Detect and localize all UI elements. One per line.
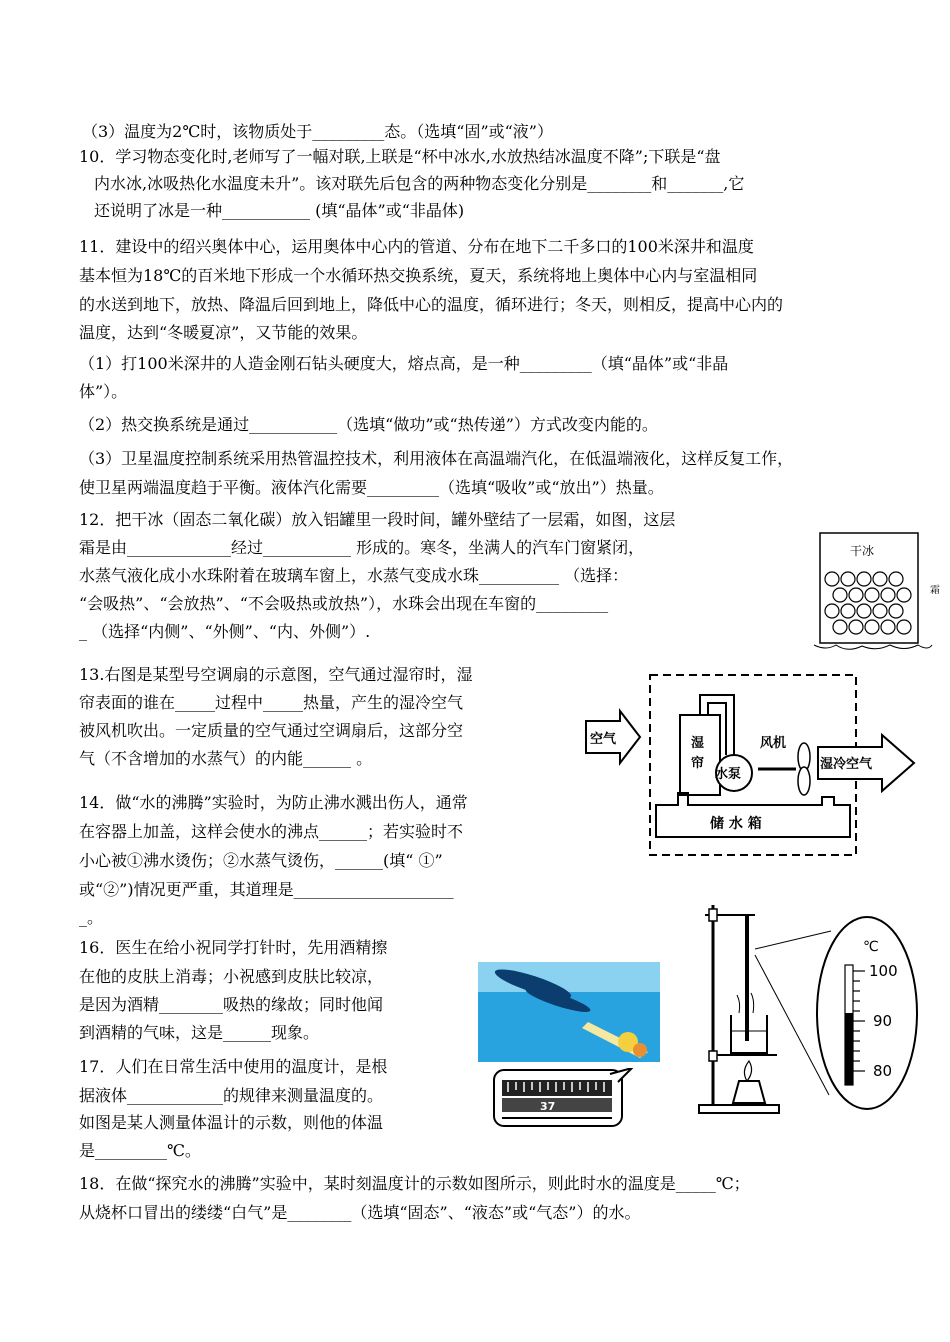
- air-in-label: 空气: [590, 732, 617, 747]
- q13-line4: 气（不含增加的水蒸气）的内能______ 。: [79, 749, 373, 768]
- q13-line3: 被风机吹出。一定质量的空气通过空调扇后，这部分空: [79, 721, 464, 740]
- q16-line3: 是因为酒精________吸热的缘故；同时他闻: [79, 995, 384, 1014]
- thermo-tick-90: 90: [873, 1012, 893, 1030]
- q13-line1: 13.右图是某型号空调扇的示意图，空气通过湿帘时，湿: [79, 665, 473, 684]
- q11-line2: 基本恒为18℃的百米地下形成一个水循环热交换系统，夏天，系统将地上奥体中心内与室温相同: [79, 266, 758, 285]
- q16-line2: 在他的皮肤上消毒；小祝感到皮肤比较凉，: [79, 967, 384, 986]
- q11-part1-line1: （1）打100米深井的人造金刚石钻头硬度大，熔点高，是一种_________（填“晶体”或“非晶: [79, 354, 729, 373]
- q12-line1: 12．把干冰（固态二氧化碳）放入铝罐里一段时间，罐外壁结了一层霜，如图，这层: [79, 510, 676, 529]
- q18-line2: 从烧杯口冒出的缕缕“白气”是________（选填“固态”、“液态”或“气态”）的水。: [79, 1203, 641, 1222]
- q11-line1: 11．建设中的绍兴奥体中心，运用奥体中心内的管道、分布在地下二千多口的100米深井和温度: [79, 237, 754, 256]
- q11-part3-line2: 使卫星两端温度趋于平衡。液体汽化需要_________（选填“吸收”或“放出”）热量。: [79, 478, 664, 497]
- q11-line3: 的水送到地下，放热、降温后回到地上，降低中心的温度，循环进行；冬天，则相反，提高中心内的: [79, 295, 784, 314]
- q17-line1: 17．人们在日常生活中使用的温度计，是根: [79, 1057, 388, 1076]
- q14-line1: 14．做“水的沸腾”实验时，为防止沸水溅出伤人，通常: [79, 793, 468, 812]
- q13-line2: 帘表面的谁在_____过程中_____热量，产生的湿冷空气: [79, 693, 464, 712]
- body-thermometer-figure: [492, 1068, 634, 1130]
- thermo-tick-80: 80: [873, 1062, 893, 1080]
- curtain-label-1: 湿: [691, 736, 705, 751]
- q12-line3: 水蒸气液化成小水珠附着在玻璃车窗上，水蒸气变成水珠__________ （选择：: [79, 566, 629, 585]
- fan-label: 风机: [760, 736, 787, 751]
- q17-line2: 据液体____________的规律来测量温度的。: [79, 1086, 384, 1105]
- boiling-apparatus-figure: [695, 895, 925, 1125]
- q11-part3-line1: （3）卫星温度控制系统采用热管温控技术，利用液体在高温端汽化，在低温端液化，这样反复工作，: [79, 449, 794, 468]
- dry-ice-label: 干冰: [850, 544, 875, 558]
- q11-part2: （2）热交换系统是通过___________（选填“做功”或“热传递”）方式改变内能的。: [79, 415, 658, 434]
- q12-line2: 霜是由_____________经过___________ 形成的。寒冬，坐满人的汽车门窗紧闭，: [79, 538, 645, 557]
- q12-line5: _ （选择“内侧”、“外侧”、“内、外侧”）.: [79, 622, 371, 641]
- air-out-label: 湿冷空气: [820, 757, 873, 772]
- q16-line1: 16．医生在给小祝同学打针时，先用酒精擦: [79, 938, 388, 957]
- q9-part3: （3）温度为2℃时，该物质处于_________态。（选填“固”或“液”）: [82, 122, 553, 141]
- dry-ice-can-figure: [806, 525, 946, 665]
- thermo-unit-label: ℃: [863, 939, 879, 955]
- body-thermometer-reading: 37: [540, 1100, 556, 1113]
- q17-line4: 是_________℃。: [79, 1141, 201, 1160]
- q14-line4: 或“②”)情况更严重，其道理是____________________: [79, 880, 454, 899]
- q10-line3: 还说明了冰是一种___________ (填“晶体”或“非晶体): [94, 201, 465, 220]
- q10-line1: 10．学习物态变化时,老师写了一幅对联,上联是“杯中冰水,水放热结冰温度不降”;下联是“盘: [79, 147, 721, 166]
- q12-line4: “会吸热”、“会放热”、“不会吸热或放热”），水珠会出现在车窗的_________: [79, 594, 609, 613]
- dry-ice-pellets: [825, 572, 911, 634]
- q11-part1-line2: 体”）。: [79, 382, 128, 401]
- syringe-figure: [478, 962, 660, 1062]
- q16-line4: 到酒精的气味，这是______现象。: [79, 1023, 320, 1042]
- pump-label: 水泵: [715, 767, 742, 782]
- q14-line3: 小心被①沸水烫伤；②水蒸气烫伤，______(填“ ①”: [79, 851, 443, 870]
- q11-line4: 温度，达到“冬暖夏凉”，又节能的效果。: [79, 323, 368, 342]
- tank-label: 储 水 箱: [710, 816, 762, 832]
- q17-line3: 如图是某人测量体温计的示数，则他的体温: [79, 1113, 384, 1132]
- q14-line2: 在容器上加盖，这样会使水的沸点______；若实验时不: [79, 822, 464, 841]
- thermo-tick-100: 100: [869, 962, 898, 980]
- q10-line2: 内水冰,冰吸热化水温度未升”。该对联先后包含的两种物态变化分别是________和_______,它: [94, 174, 745, 193]
- ac-fan-figure: [582, 665, 922, 860]
- q14-line5: _。: [79, 908, 104, 927]
- q18-line1: 18．在做“探究水的沸腾”实验中，某时刻温度计的示数如图所示，则此时水的温度是_____℃；: [79, 1174, 750, 1193]
- frost-label: 霜: [930, 585, 940, 596]
- curtain-label-2: 帘: [691, 756, 705, 771]
